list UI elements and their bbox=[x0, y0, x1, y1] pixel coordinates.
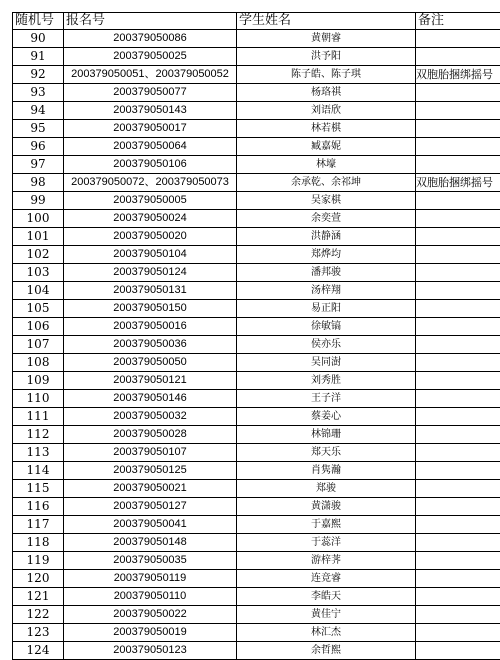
remarks-cell bbox=[416, 84, 500, 102]
student-name-cell: 刘语欣 bbox=[237, 102, 416, 120]
random-number-cell: 121 bbox=[13, 588, 64, 606]
student-name-cell: 郑骏 bbox=[237, 480, 416, 498]
registration-number-cell: 200379050123 bbox=[64, 642, 237, 660]
random-number-cell: 96 bbox=[13, 138, 64, 156]
table-row bbox=[13, 336, 500, 354]
student-name-cell: 于蕊洋 bbox=[237, 534, 416, 552]
student-name-cell: 黄佳宁 bbox=[237, 606, 416, 624]
remarks-cell bbox=[416, 462, 500, 480]
student-name-cell: 洪静涵 bbox=[237, 228, 416, 246]
table-header-row bbox=[13, 13, 500, 30]
table-row bbox=[13, 444, 500, 462]
student-name-cell: 潘邦骏 bbox=[237, 264, 416, 282]
header-remarks: 备注 bbox=[416, 13, 500, 30]
random-number-cell: 111 bbox=[13, 408, 64, 426]
registration-number-cell: 200379050022 bbox=[64, 606, 237, 624]
random-number-cell: 94 bbox=[13, 102, 64, 120]
student-name-cell: 余哲熙 bbox=[237, 642, 416, 660]
random-number-cell: 115 bbox=[13, 480, 64, 498]
student-name-cell: 洪予阳 bbox=[237, 48, 416, 66]
remarks-cell bbox=[416, 444, 500, 462]
random-number-cell: 114 bbox=[13, 462, 64, 480]
random-number-cell: 91 bbox=[13, 48, 64, 66]
random-number-cell: 110 bbox=[13, 390, 64, 408]
table-row bbox=[13, 642, 500, 660]
registration-number-cell: 200379050143 bbox=[64, 102, 237, 120]
random-number-cell: 103 bbox=[13, 264, 64, 282]
registration-number-cell: 200379050019 bbox=[64, 624, 237, 642]
student-name-cell: 黄朝睿 bbox=[237, 30, 416, 48]
table-row bbox=[13, 246, 500, 264]
registration-number-cell: 200379050036 bbox=[64, 336, 237, 354]
remarks-cell bbox=[416, 480, 500, 498]
table-row bbox=[13, 462, 500, 480]
registration-number-cell: 200379050017 bbox=[64, 120, 237, 138]
random-number-cell: 105 bbox=[13, 300, 64, 318]
student-name-cell: 林若棋 bbox=[237, 120, 416, 138]
remarks-cell bbox=[416, 138, 500, 156]
remarks-cell bbox=[416, 498, 500, 516]
registration-number-cell: 200379050035 bbox=[64, 552, 237, 570]
student-name-cell: 吴同澍 bbox=[237, 354, 416, 372]
random-number-cell: 100 bbox=[13, 210, 64, 228]
random-number-cell: 92 bbox=[13, 66, 64, 84]
student-name-cell: 林汇杰 bbox=[237, 624, 416, 642]
remarks-cell bbox=[416, 210, 500, 228]
registration-number-cell: 200379050020 bbox=[64, 228, 237, 246]
student-name-cell: 黄潇骏 bbox=[237, 498, 416, 516]
table-row bbox=[13, 480, 500, 498]
student-name-cell: 肖隽瀚 bbox=[237, 462, 416, 480]
table-row bbox=[13, 30, 500, 48]
header-student-name: 学生姓名 bbox=[237, 13, 416, 30]
registration-number-cell: 200379050051、200379050052 bbox=[64, 66, 237, 84]
random-number-cell: 102 bbox=[13, 246, 64, 264]
table-row bbox=[13, 570, 500, 588]
remarks-cell bbox=[416, 48, 500, 66]
registration-number-cell: 200379050021 bbox=[64, 480, 237, 498]
student-name-cell: 徐敏镐 bbox=[237, 318, 416, 336]
student-name-cell: 臧嘉妮 bbox=[237, 138, 416, 156]
table-row bbox=[13, 156, 500, 174]
table-row bbox=[13, 534, 500, 552]
random-number-cell: 97 bbox=[13, 156, 64, 174]
random-number-cell: 95 bbox=[13, 120, 64, 138]
random-number-cell: 93 bbox=[13, 84, 64, 102]
registration-number-cell: 200379050125 bbox=[64, 462, 237, 480]
remarks-cell bbox=[416, 192, 500, 210]
registration-number-cell: 200379050127 bbox=[64, 498, 237, 516]
table-body bbox=[13, 30, 500, 660]
student-name-cell: 郑天乐 bbox=[237, 444, 416, 462]
random-number-cell: 123 bbox=[13, 624, 64, 642]
registration-number-cell: 200379050064 bbox=[64, 138, 237, 156]
random-number-cell: 118 bbox=[13, 534, 64, 552]
student-name-cell: 李皓天 bbox=[237, 588, 416, 606]
student-name-cell: 刘秀胜 bbox=[237, 372, 416, 390]
student-name-cell: 杨珞祺 bbox=[237, 84, 416, 102]
remarks-cell bbox=[416, 282, 500, 300]
table-row bbox=[13, 192, 500, 210]
random-number-cell: 108 bbox=[13, 354, 64, 372]
remarks-cell bbox=[416, 606, 500, 624]
registration-number-cell: 200379050032 bbox=[64, 408, 237, 426]
random-number-cell: 119 bbox=[13, 552, 64, 570]
table-row bbox=[13, 120, 500, 138]
remarks-cell bbox=[416, 156, 500, 174]
remarks-cell: 双胞胎捆绑摇号 bbox=[416, 174, 500, 192]
student-name-cell: 汤梓翔 bbox=[237, 282, 416, 300]
remarks-cell bbox=[416, 246, 500, 264]
student-name-cell: 王子洋 bbox=[237, 390, 416, 408]
table-row bbox=[13, 354, 500, 372]
remarks-cell bbox=[416, 102, 500, 120]
random-number-cell: 101 bbox=[13, 228, 64, 246]
student-name-cell: 易正阳 bbox=[237, 300, 416, 318]
remarks-cell bbox=[416, 354, 500, 372]
table-row bbox=[13, 426, 500, 444]
student-name-cell: 吴家棋 bbox=[237, 192, 416, 210]
random-number-cell: 90 bbox=[13, 30, 64, 48]
registration-number-cell: 200379050124 bbox=[64, 264, 237, 282]
remarks-cell bbox=[416, 264, 500, 282]
remarks-cell bbox=[416, 588, 500, 606]
registration-number-cell: 200379050072、200379050073 bbox=[64, 174, 237, 192]
remarks-cell bbox=[416, 300, 500, 318]
registration-number-cell: 200379050041 bbox=[64, 516, 237, 534]
registration-number-cell: 200379050119 bbox=[64, 570, 237, 588]
table-row bbox=[13, 210, 500, 228]
remarks-cell bbox=[416, 426, 500, 444]
remarks-cell bbox=[416, 318, 500, 336]
table-row bbox=[13, 300, 500, 318]
random-number-cell: 98 bbox=[13, 174, 64, 192]
student-name-cell: 郑烨均 bbox=[237, 246, 416, 264]
registration-number-cell: 200379050104 bbox=[64, 246, 237, 264]
registration-number-cell: 200379050077 bbox=[64, 84, 237, 102]
table-row bbox=[13, 102, 500, 120]
table-row bbox=[13, 174, 500, 192]
remarks-cell bbox=[416, 336, 500, 354]
random-number-cell: 113 bbox=[13, 444, 64, 462]
registration-number-cell: 200379050025 bbox=[64, 48, 237, 66]
student-name-cell: 蔡姜心 bbox=[237, 408, 416, 426]
random-number-cell: 117 bbox=[13, 516, 64, 534]
random-number-cell: 106 bbox=[13, 318, 64, 336]
registration-number-cell: 200379050148 bbox=[64, 534, 237, 552]
remarks-cell bbox=[416, 30, 500, 48]
random-number-cell: 122 bbox=[13, 606, 64, 624]
remarks-cell bbox=[416, 516, 500, 534]
registration-number-cell: 200379050121 bbox=[64, 372, 237, 390]
random-number-cell: 99 bbox=[13, 192, 64, 210]
remarks-cell bbox=[416, 372, 500, 390]
random-number-cell: 116 bbox=[13, 498, 64, 516]
student-name-cell: 连竞睿 bbox=[237, 570, 416, 588]
table-row bbox=[13, 390, 500, 408]
random-number-cell: 109 bbox=[13, 372, 64, 390]
registration-number-cell: 200379050050 bbox=[64, 354, 237, 372]
registration-number-cell: 200379050028 bbox=[64, 426, 237, 444]
registration-number-cell: 200379050131 bbox=[64, 282, 237, 300]
table-row bbox=[13, 264, 500, 282]
table-row bbox=[13, 588, 500, 606]
header-random-number: 随机号 bbox=[13, 13, 64, 30]
random-number-cell: 124 bbox=[13, 642, 64, 660]
random-number-cell: 104 bbox=[13, 282, 64, 300]
registration-number-cell: 200379050106 bbox=[64, 156, 237, 174]
random-number-cell: 107 bbox=[13, 336, 64, 354]
student-name-cell: 游梓荠 bbox=[237, 552, 416, 570]
student-name-cell: 余承乾、余祁坤 bbox=[237, 174, 416, 192]
table-row bbox=[13, 138, 500, 156]
registration-number-cell: 200379050110 bbox=[64, 588, 237, 606]
lottery-result-table bbox=[12, 12, 500, 660]
remarks-cell bbox=[416, 228, 500, 246]
remarks-cell bbox=[416, 120, 500, 138]
remarks-cell bbox=[416, 570, 500, 588]
table-row bbox=[13, 84, 500, 102]
random-number-cell: 112 bbox=[13, 426, 64, 444]
table-row bbox=[13, 66, 500, 84]
table-row bbox=[13, 48, 500, 66]
remarks-cell bbox=[416, 390, 500, 408]
student-name-cell: 于嘉熙 bbox=[237, 516, 416, 534]
table-row bbox=[13, 408, 500, 426]
table-row bbox=[13, 228, 500, 246]
registration-number-cell: 200379050024 bbox=[64, 210, 237, 228]
header-registration-number: 报名号 bbox=[64, 13, 237, 30]
table-row bbox=[13, 516, 500, 534]
student-name-cell: 侯亦乐 bbox=[237, 336, 416, 354]
remarks-cell bbox=[416, 642, 500, 660]
table-row bbox=[13, 606, 500, 624]
table-row bbox=[13, 282, 500, 300]
table-row bbox=[13, 372, 500, 390]
registration-number-cell: 200379050146 bbox=[64, 390, 237, 408]
table-row bbox=[13, 318, 500, 336]
registration-number-cell: 200379050016 bbox=[64, 318, 237, 336]
student-name-cell: 余奕萱 bbox=[237, 210, 416, 228]
table-row bbox=[13, 624, 500, 642]
table-row bbox=[13, 498, 500, 516]
remarks-cell bbox=[416, 534, 500, 552]
student-name-cell: 林锦珊 bbox=[237, 426, 416, 444]
registration-number-cell: 200379050086 bbox=[64, 30, 237, 48]
student-name-cell: 林壕 bbox=[237, 156, 416, 174]
remarks-cell: 双胞胎捆绑摇号 bbox=[416, 66, 500, 84]
remarks-cell bbox=[416, 408, 500, 426]
registration-number-cell: 200379050005 bbox=[64, 192, 237, 210]
remarks-cell bbox=[416, 624, 500, 642]
remarks-cell bbox=[416, 552, 500, 570]
registration-number-cell: 200379050150 bbox=[64, 300, 237, 318]
registration-number-cell: 200379050107 bbox=[64, 444, 237, 462]
random-number-cell: 120 bbox=[13, 570, 64, 588]
table-row bbox=[13, 552, 500, 570]
student-name-cell: 陈子皓、陈子琪 bbox=[237, 66, 416, 84]
